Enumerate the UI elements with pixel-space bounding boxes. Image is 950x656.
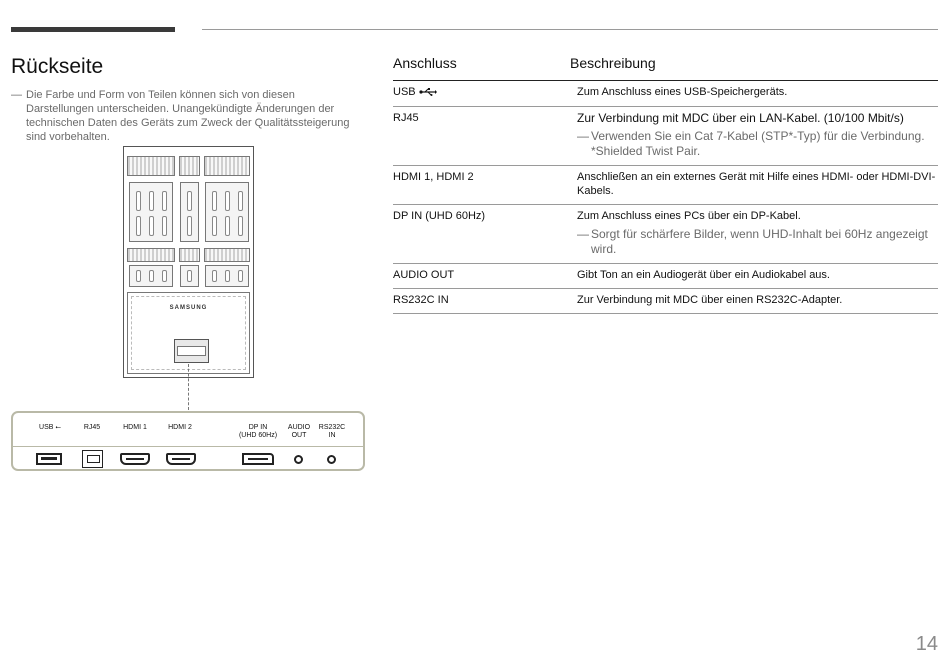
vent-grille [127,248,175,262]
port-label-dp: DP IN (UHD 60Hz) [238,424,278,439]
table-row [393,166,938,205]
column-header-anschluss: Anschluss [393,55,457,71]
vent-block [205,265,249,287]
usb-icon [419,88,437,96]
audio-jack-icon [294,455,303,464]
table-row [393,107,938,166]
connector-table [393,55,938,314]
vent-grille [179,248,200,262]
port-label-hdmi2: HDMI 2 [168,424,192,431]
row-name: DP IN (UHD 60Hz) [393,210,486,222]
table-row [393,205,938,264]
vent-block [180,182,199,242]
vent-block [129,265,173,287]
rj45-port-icon [82,450,103,468]
rs232c-jack-icon [327,455,336,464]
port-label-usb: USB ⭠ [39,424,61,431]
hdmi-port-icon [166,453,196,465]
port-label-rj45: RJ45 [83,424,101,431]
callout-line [188,364,189,410]
vent-grille [204,156,250,176]
port-label-rs232c: RS232C IN [318,424,346,439]
row-description: Zur Verbindung mit MDC über einen RS232C-Adapter. [577,294,843,306]
vent-block [205,182,249,242]
table-row [393,81,938,107]
header-rule [202,29,938,30]
table-header [393,55,938,81]
vent-block [180,265,199,287]
row-name: USB [393,86,416,98]
row-description: Gibt Ton an ein Audiogerät über ein Audiokabel aus. [577,269,830,281]
samsung-logo: SAMSUNG [169,305,208,311]
vent-grille [204,248,250,262]
port-strip [11,411,365,471]
row-name: RJ45 [393,112,419,124]
port-cluster [174,339,209,363]
table-row [393,264,938,289]
row-name: RS232C IN [393,294,449,306]
page-title: Rückseite [11,55,104,78]
row-name: AUDIO OUT [393,269,455,281]
note-text: Die Farbe und Form von Teilen können sich von diesen Darstellungen unterscheiden. Unangekündigte Änderungen der technischen Daten des Geräts zum Zweck der Qualitätssteigerung sind vorbehalten. [26,89,350,143]
row-name: HDMI 1, HDMI 2 [393,171,474,183]
table-row [393,289,938,314]
usb-port-icon [36,453,62,465]
port-label-audio: AUDIO OUT [287,424,311,439]
row-note: — Verwenden Sie ein Cat 7-Kabel (STP*-Typ) für die Verbindung. *Shielded Twist Pair. [577,129,925,158]
vent-grille [179,156,200,176]
port-label-hdmi1: HDMI 1 [123,424,147,431]
row-description: Zur Verbindung mit MDC über ein LAN-Kabel. (10/100 Mbit/s) [577,111,904,125]
row-description: Zum Anschluss eines USB-Speichergeräts. [577,86,788,98]
header-accent-bar [11,27,175,32]
vent-grille [127,156,175,176]
column-header-beschreibung: Beschreibung [570,55,656,71]
monitor-back-illustration [123,146,254,378]
row-description: Zum Anschluss eines PCs über ein DP-Kabel. [577,210,801,222]
note-dash: — [11,89,22,101]
row-note: — Sorgt für schärfere Bilder, wenn UHD-Inhalt bei 60Hz angezeigt wird. [577,227,928,256]
displayport-icon [242,453,274,465]
row-description: Anschließen an ein externes Gerät mit Hilfe eines HDMI- oder HDMI-DVI-Kabels. [577,171,936,197]
hdmi-port-icon [120,453,150,465]
page-number: 14 [915,633,938,655]
usb-icon: ⭠ [55,424,61,431]
vent-block [129,182,173,242]
rear-cover [127,292,250,374]
disclaimer-note [11,88,361,144]
